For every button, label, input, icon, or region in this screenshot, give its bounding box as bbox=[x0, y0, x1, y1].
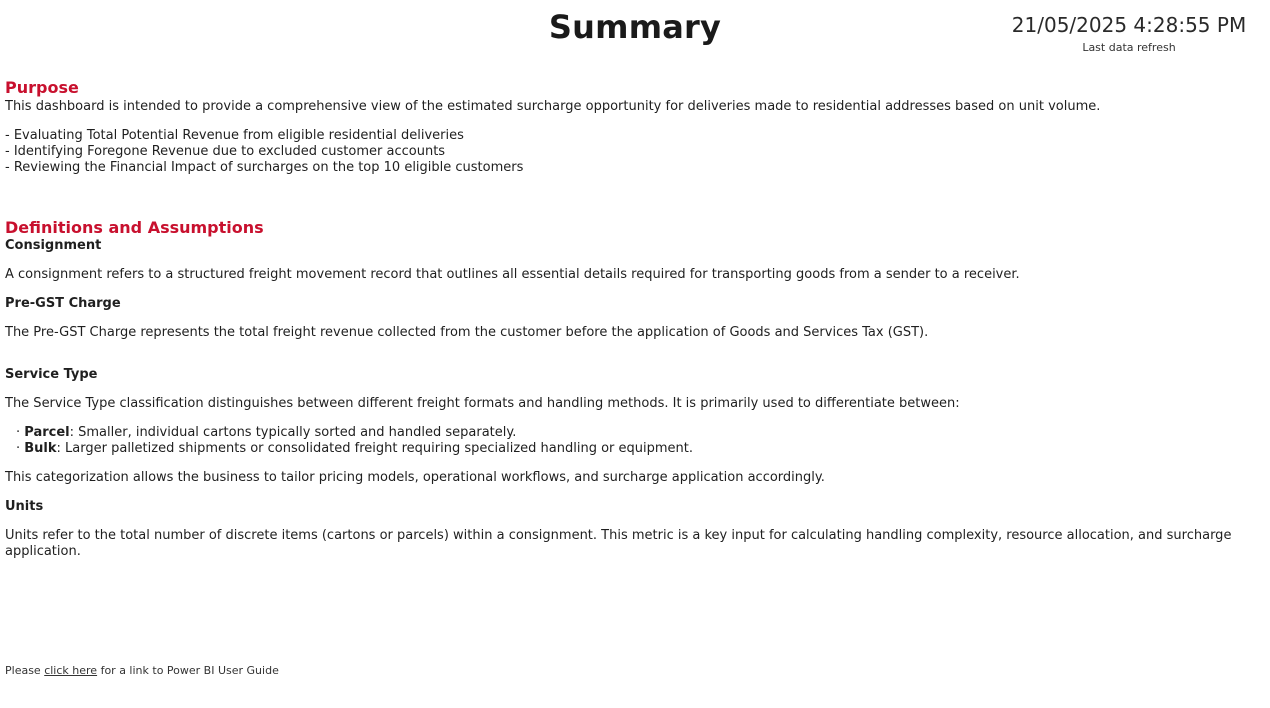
service-type-closing: This categorization allows the business to tailor pricing models, operational workflows, and surcharge application accordingly. bbox=[5, 470, 825, 485]
user-guide-link[interactable]: click here bbox=[44, 664, 98, 677]
pregst-definition: The Pre-GST Charge represents the total freight revenue collected from the customer before the application of Goods and Services Tax (GST). bbox=[5, 325, 929, 340]
purpose-intro: This dashboard is intended to provide a comprehensive view of the estimated surcharge opportunity for deliveries made to residential addresses based on unit volume. bbox=[5, 99, 1101, 114]
bulk-label: Bulk bbox=[24, 441, 57, 456]
consignment-term: Consignment bbox=[5, 238, 102, 253]
service-type-term: Service Type bbox=[5, 367, 98, 382]
purpose-list-item: - Evaluating Total Potential Revenue from eligible residential deliveries bbox=[5, 128, 464, 143]
units-definition: Units refer to the total number of discrete items (cartons or parcels) within a consignment. This metric is a key input for calculating handling complexity, resource allocation, and surcharge application. bbox=[5, 528, 1232, 559]
service-type-item-bulk: · Bulk: Larger palletized shipments or consolidated freight requiring specialized handling or equipment. bbox=[16, 441, 693, 456]
pregst-term: Pre-GST Charge bbox=[5, 296, 121, 311]
last-refresh-timestamp: 21/05/2025 4:28:55 PM bbox=[1011, 13, 1247, 37]
service-type-item-parcel: · Parcel: Smaller, individual cartons typically sorted and handled separately. bbox=[16, 425, 517, 440]
service-type-definition: The Service Type classification distinguishes between different freight formats and handling methods. It is primarily used to differentiate between: bbox=[5, 396, 960, 411]
definitions-heading: Definitions and Assumptions bbox=[5, 218, 264, 237]
summary-content bbox=[5, 78, 1260, 560]
parcel-label: Parcel bbox=[24, 425, 70, 440]
bulk-description: : Larger palletized shipments or consolidated freight requiring specialized handling or equipment. bbox=[56, 441, 693, 456]
page-title: Summary bbox=[548, 8, 722, 46]
user-guide-footer bbox=[5, 664, 279, 677]
units-term: Units bbox=[5, 499, 44, 514]
service-type-list bbox=[5, 425, 1260, 457]
purpose-list-item: - Identifying Foregone Revenue due to excluded customer accounts bbox=[5, 144, 446, 159]
last-refresh-block bbox=[1010, 13, 1248, 54]
last-refresh-label: Last data refresh bbox=[1082, 41, 1176, 54]
purpose-list-item: - Reviewing the Financial Impact of surcharges on the top 10 eligible customers bbox=[5, 160, 524, 175]
purpose-heading: Purpose bbox=[5, 78, 79, 97]
footer-prefix: Please bbox=[5, 664, 45, 677]
parcel-description: : Smaller, individual cartons typically sorted and handled separately. bbox=[69, 425, 517, 440]
footer-suffix: for a link to Power BI User Guide bbox=[97, 664, 279, 677]
purpose-list bbox=[5, 128, 1260, 176]
consignment-definition: A consignment refers to a structured freight movement record that outlines all essential details required for transporting goods from a sender to a receiver. bbox=[5, 267, 1020, 282]
